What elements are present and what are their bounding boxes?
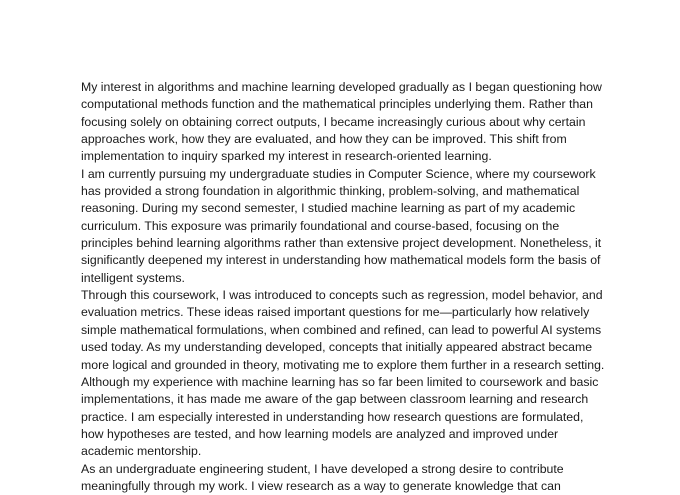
- text-line: academic mentorship.: [81, 444, 202, 459]
- text-line: how hypotheses are tested, and how learning models are analyzed and improved under: [81, 426, 559, 441]
- text-line: Through this coursework, I was introduced to concepts such as regression, model behavior, and: [81, 288, 603, 303]
- text-line: computational methods function and the mathematical principles underlying them. Rather than: [81, 97, 593, 112]
- paragraph-interest: [81, 79, 680, 166]
- paragraph-coursework: [81, 287, 680, 374]
- text-line: Although my experience with machine learning has so far been limited to coursework and basic: [81, 374, 599, 389]
- text-line: meaningfully through my work. I view research as a way to generate knowledge that can: [81, 478, 561, 493]
- document-body: [81, 79, 680, 495]
- text-line: has provided a strong foundation in algorithmic thinking, problem-solving, and mathematical: [81, 184, 580, 199]
- paragraph-studies: [81, 166, 680, 287]
- text-line: intelligent systems.: [81, 270, 185, 285]
- text-line: principles behind learning algorithms rather than extensive project development. Nonetheless, it: [81, 236, 602, 251]
- text-line: significantly deepened my interest in understanding how mathematical models form the basis of: [81, 253, 601, 268]
- text-line: I am currently pursuing my undergraduate studies in Computer Science, where my coursework: [81, 166, 596, 181]
- text-line: implementations, it has made me aware of the gap between classroom learning and research: [81, 392, 589, 407]
- text-line: more logical and grounded in theory, motivating me to explore them further in a research setting.: [81, 357, 605, 372]
- text-line: practice. I am especially interested in understanding how research questions are formulated,: [81, 409, 584, 424]
- paragraph-motivation: [81, 461, 680, 495]
- text-line: My interest in algorithms and machine learning developed gradually as I began questioning how: [81, 80, 602, 94]
- text-line: curriculum. This exposure was primarily foundational and course-based, focusing on the: [81, 218, 560, 233]
- text-line: used today. As my understanding developed, concepts that initially appeared abstract became: [81, 340, 593, 355]
- text-line: simple mathematical formulations, when combined and refined, can lead to powerful AI systems: [81, 322, 602, 337]
- text-line: focusing solely on obtaining correct outputs, I became increasingly curious about why certain: [81, 114, 586, 129]
- paragraph-experience: [81, 374, 680, 461]
- text-line: implementation to inquiry sparked my interest in research-oriented learning.: [81, 149, 492, 164]
- text-line: As an undergraduate engineering student, I have developed a strong desire to contribute: [81, 461, 564, 476]
- text-line: approaches work, how they are evaluated, and how they can be improved. This shift from: [81, 132, 567, 147]
- text-line: evaluation metrics. These ideas raised important questions for me—particularly how relatively: [81, 305, 590, 320]
- text-line: reasoning. During my second semester, I studied machine learning as part of my academic: [81, 201, 576, 216]
